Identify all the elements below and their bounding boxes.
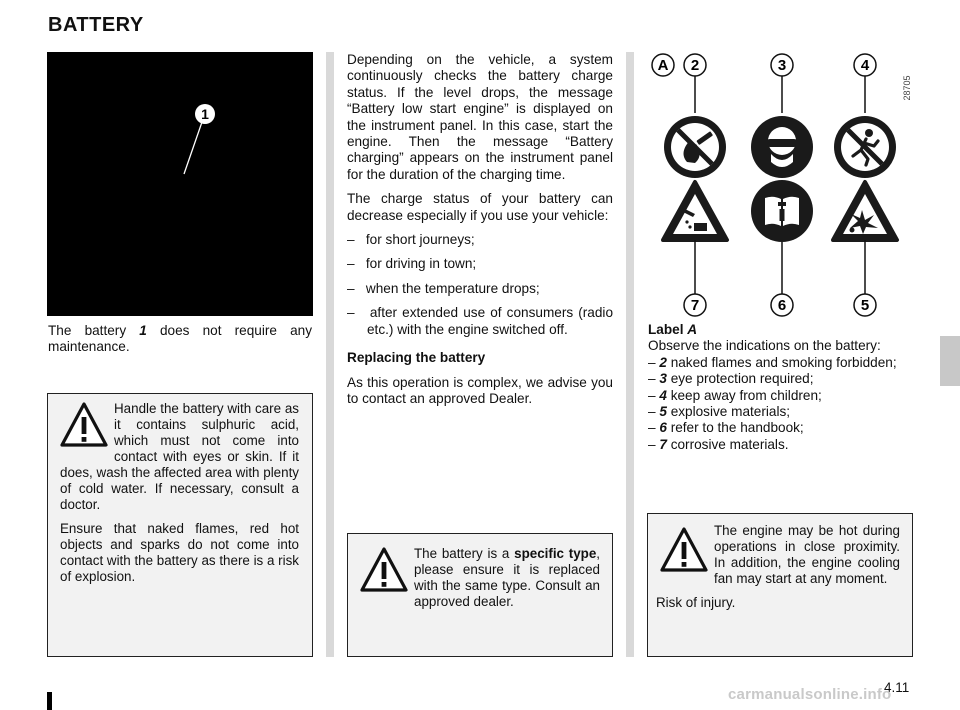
callout-leader-line bbox=[184, 122, 202, 174]
no-flames-icon bbox=[664, 116, 726, 178]
eye-protection-icon bbox=[751, 116, 813, 178]
figure-letter: A bbox=[657, 57, 669, 74]
chapter-tab bbox=[940, 336, 960, 386]
figure-code: 28705 bbox=[902, 75, 912, 101]
warning-box-battery-acid bbox=[47, 393, 313, 657]
list-item: – 4 keep away from children; bbox=[648, 387, 822, 403]
warning-text: Risk of injury. bbox=[656, 595, 736, 610]
warning-box-battery-type bbox=[347, 533, 613, 657]
warning-text: Handle the battery with care as it contains sulphuric acid, which must not come into contact with eyes or skin. If it does, wash the affected area with plenty of cold water. If necessary, consult a doctor. Ensure that naked flames, red hot objects and sparks do not come into contact with the battery as there is a risk of explosion. bbox=[60, 401, 299, 584]
column-separator bbox=[626, 52, 634, 657]
list-item: – when the temperature drops; bbox=[347, 280, 540, 296]
label-number-2: 2 bbox=[690, 57, 700, 74]
column-separator bbox=[326, 52, 334, 657]
section-heading: Replacing the battery bbox=[347, 350, 486, 366]
watermark: carmanualsonline.info bbox=[728, 686, 892, 703]
page-title: BATTERY bbox=[48, 14, 144, 36]
corrosive-warning-icon bbox=[663, 182, 727, 240]
label-legend bbox=[648, 322, 916, 453]
charge-decrease-paragraph: The charge status of your battery can decrease especially if you use your vehicle: bbox=[347, 191, 613, 223]
explosive-warning-icon bbox=[833, 182, 897, 240]
photo-caption: The battery 1 does not require any maintenance. bbox=[48, 323, 312, 355]
label-number-6: 6 bbox=[777, 297, 787, 314]
page-number: 4.11 bbox=[884, 680, 910, 695]
warning-text: The engine may be hot during operations in close proximity. In addition, the engine cooling fan may start at any moment. bbox=[714, 523, 900, 586]
handbook-icon bbox=[751, 180, 813, 242]
middle-column bbox=[347, 52, 613, 415]
label-number-7: 7 bbox=[690, 297, 700, 314]
replacement-paragraph: As this operation is complex, we advise you to contact an approved Dealer. bbox=[347, 374, 613, 406]
battery-label-figure bbox=[647, 50, 913, 318]
list-item: – for driving in town; bbox=[347, 256, 477, 272]
list-item: – 5 explosive materials; bbox=[648, 404, 791, 420]
battery-photo bbox=[47, 52, 313, 316]
label-legend-intro: Observe the indications on the battery: bbox=[648, 338, 881, 354]
list-item: – 3 eye protection required; bbox=[648, 371, 814, 387]
keep-children-away-icon bbox=[834, 116, 896, 178]
label-number-5: 5 bbox=[860, 297, 870, 314]
label-legend-title: Label A bbox=[648, 322, 698, 337]
label-number-3: 3 bbox=[777, 57, 787, 74]
list-item: – after extended use of consumers (radio etc.) with the engine switched off. bbox=[347, 305, 614, 337]
caption-callout-number: 1 bbox=[139, 323, 147, 338]
crop-mark bbox=[47, 692, 52, 710]
callout-number: 1 bbox=[201, 106, 209, 122]
list-item: – for short journeys; bbox=[347, 232, 475, 248]
list-item: – 6 refer to the handbook; bbox=[648, 420, 804, 436]
list-item: – 2 naked flames and smoking forbidden; bbox=[648, 354, 897, 370]
list-item: – 7 corrosive materials. bbox=[648, 436, 789, 452]
label-number-4: 4 bbox=[860, 57, 870, 74]
battery-status-paragraph: Depending on the vehicle, a system continuously checks the battery charge status. If the level drops, the message “Battery low start engine” is displayed on the instrument panel. In this case, start the engine. Then the message “Battery charging” appears on the instrument panel for the duration of the charging time. bbox=[347, 52, 613, 182]
warning-text: The battery is a specific type, please ensure it is replaced with the same type. Consult an approved dealer. bbox=[414, 546, 601, 609]
warning-box-hot-engine bbox=[647, 513, 913, 657]
